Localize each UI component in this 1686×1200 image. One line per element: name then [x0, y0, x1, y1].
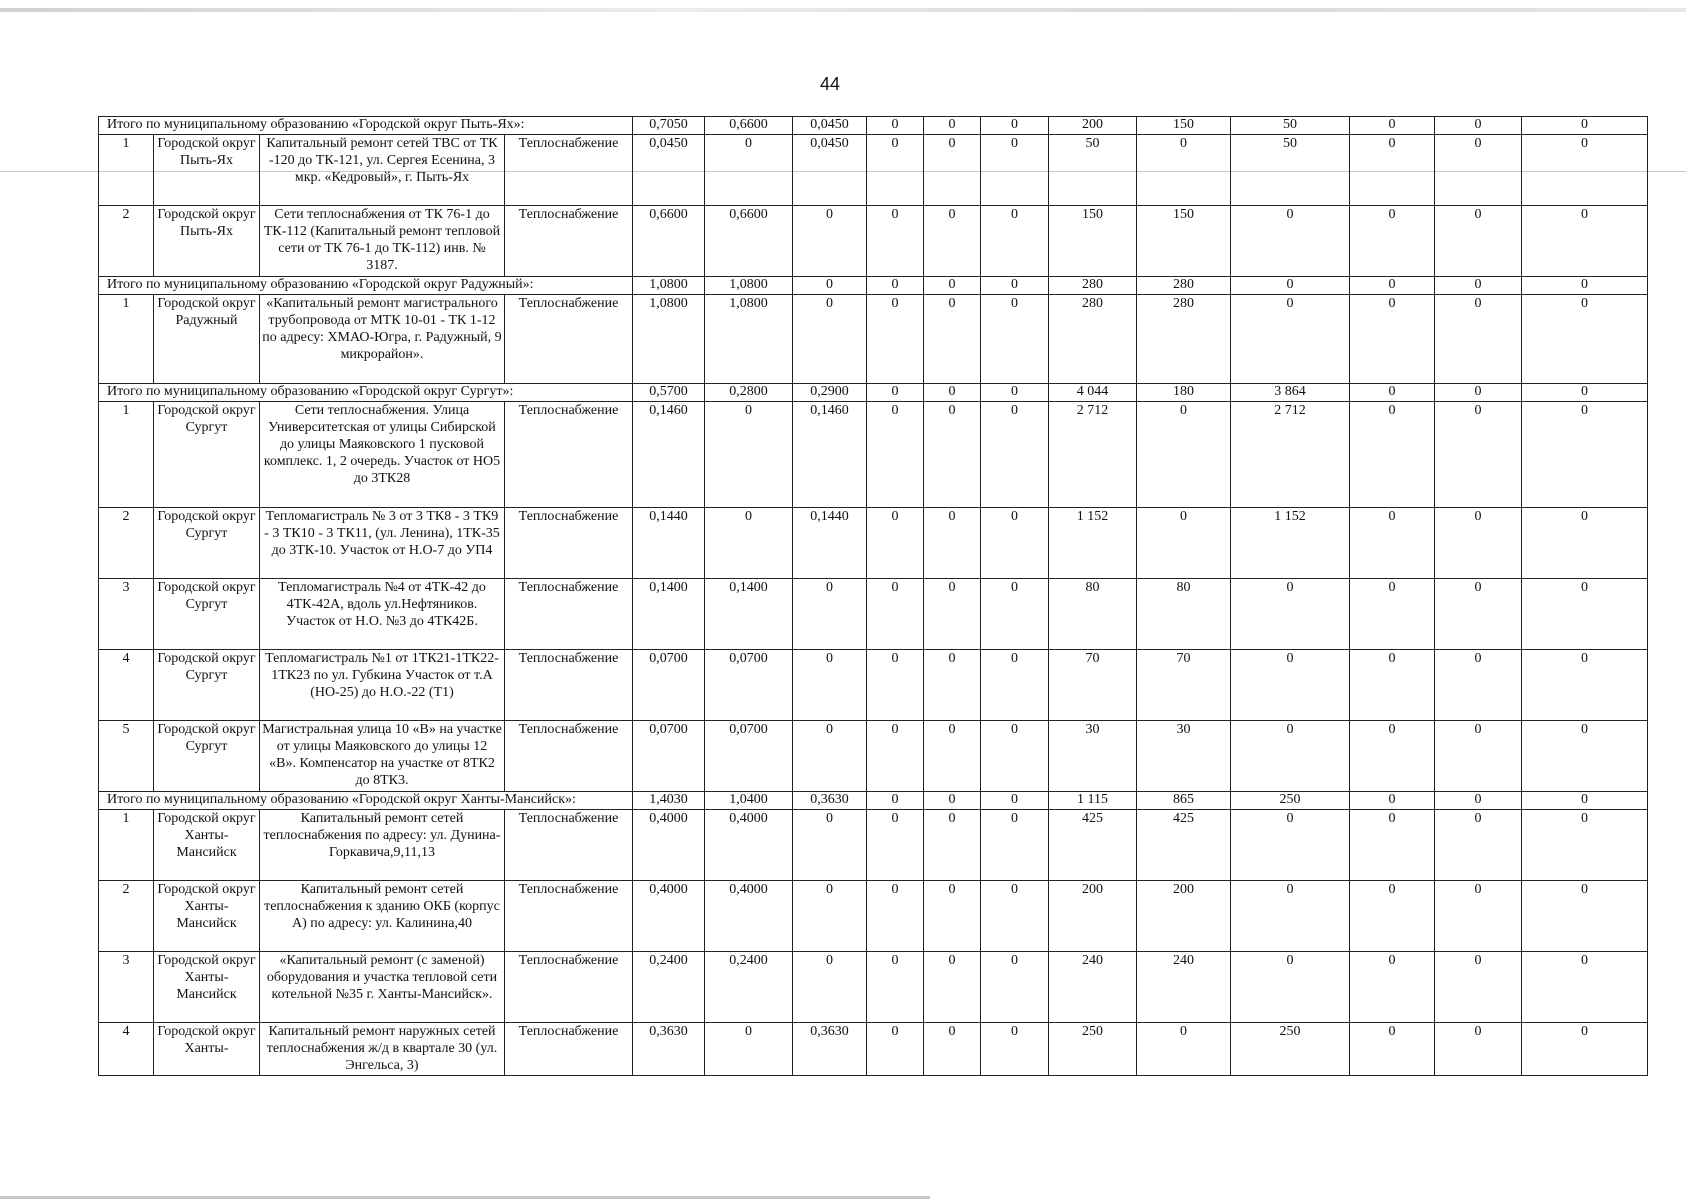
- value-cell: 0: [1522, 384, 1648, 402]
- value-cell: 0: [867, 117, 924, 135]
- value-cell: 0,6600: [705, 206, 793, 277]
- value-cell: 0,2400: [633, 952, 705, 1023]
- value-cell: 0: [924, 117, 981, 135]
- value-cell: 0: [867, 810, 924, 881]
- municipality-cell: Городской округ Ханты-Мансийск: [154, 810, 260, 881]
- project-description: Тепломагистраль №4 от 4ТК-42 до 4ТК-42А, вдоль ул.Нефтяников. Участок от Н.О. №3 до 4ТК42Б.: [260, 579, 505, 650]
- value-cell: 0: [1231, 721, 1350, 792]
- table-row: [99, 135, 1648, 206]
- value-cell: 0,4000: [705, 810, 793, 881]
- row-number: 3: [99, 952, 154, 1023]
- value-cell: 0: [981, 135, 1049, 206]
- value-cell: 0: [981, 402, 1049, 508]
- subtotal-label: Итого по муниципальному образованию «Городской округ Пыть-Ях»:: [99, 117, 633, 135]
- category-cell: Теплоснабжение: [505, 508, 633, 579]
- value-cell: 200: [1049, 881, 1137, 952]
- value-cell: 0: [1435, 402, 1522, 508]
- project-description: Тепломагистраль № 3 от 3 ТК8 - 3 ТК9 - 3 ТК10 - 3 ТК11, (ул. Ленина), 1ТК-35 до 3ТК-10. Участок от Н.О-7 до УП4: [260, 508, 505, 579]
- value-cell: 3 864: [1231, 384, 1350, 402]
- value-cell: 0: [1435, 650, 1522, 721]
- value-cell: 0: [867, 135, 924, 206]
- value-cell: 0: [981, 508, 1049, 579]
- value-cell: 0: [1522, 650, 1648, 721]
- value-cell: 0: [924, 277, 981, 295]
- table-row: [99, 579, 1648, 650]
- table-row: [99, 402, 1648, 508]
- row-number: 2: [99, 508, 154, 579]
- value-cell: 0: [1522, 508, 1648, 579]
- value-cell: 2 712: [1231, 402, 1350, 508]
- value-cell: 0: [867, 508, 924, 579]
- value-cell: 0: [1137, 135, 1231, 206]
- project-description: Сети теплоснабжения. Улица Университетская от улицы Сибирской до улицы Маяковского 1 пусковой комплекс. 1, 2 очередь. Участок от НО5 до 3ТК28: [260, 402, 505, 508]
- municipality-cell: Городской округ Ханты-Мансийск: [154, 881, 260, 952]
- municipality-cell: Городской округ Пыть-Ях: [154, 135, 260, 206]
- value-cell: 0,4000: [633, 810, 705, 881]
- value-cell: 0: [1350, 277, 1435, 295]
- value-cell: 0: [981, 579, 1049, 650]
- value-cell: 80: [1137, 579, 1231, 650]
- value-cell: 0: [1435, 810, 1522, 881]
- value-cell: 0: [867, 952, 924, 1023]
- value-cell: 0: [924, 721, 981, 792]
- value-cell: 0: [705, 1023, 793, 1076]
- value-cell: 150: [1137, 206, 1231, 277]
- value-cell: 0,0700: [633, 721, 705, 792]
- value-cell: 0: [1137, 1023, 1231, 1076]
- value-cell: 70: [1049, 650, 1137, 721]
- value-cell: 0: [924, 1023, 981, 1076]
- project-description: Магистральная улица 10 «В» на участке от улицы Маяковского до улицы 12 «В». Компенсатор на участке от 8ТК2 до 8ТК3.: [260, 721, 505, 792]
- project-description: «Капитальный ремонт (с заменой) оборудования и участка тепловой сети котельной №35 г. Ханты-Мансийск».: [260, 952, 505, 1023]
- value-cell: 30: [1049, 721, 1137, 792]
- table-row: [99, 810, 1648, 881]
- value-cell: 0: [981, 721, 1049, 792]
- value-cell: 0: [924, 810, 981, 881]
- scan-artifact-bottom: [0, 1196, 930, 1199]
- row-number: 3: [99, 579, 154, 650]
- value-cell: 0,1460: [793, 402, 867, 508]
- value-cell: 0,0450: [793, 117, 867, 135]
- value-cell: 0: [867, 384, 924, 402]
- value-cell: 0: [793, 650, 867, 721]
- value-cell: 0: [1350, 135, 1435, 206]
- row-number: 1: [99, 295, 154, 384]
- value-cell: 0,3630: [793, 1023, 867, 1076]
- value-cell: 0: [1350, 792, 1435, 810]
- value-cell: 150: [1049, 206, 1137, 277]
- value-cell: 2 712: [1049, 402, 1137, 508]
- value-cell: 0,1400: [633, 579, 705, 650]
- value-cell: 0: [924, 952, 981, 1023]
- value-cell: 0: [1435, 508, 1522, 579]
- subtotal-row: [99, 117, 1648, 135]
- value-cell: 0: [705, 135, 793, 206]
- value-cell: 0: [793, 277, 867, 295]
- value-cell: 0: [793, 206, 867, 277]
- value-cell: 0: [981, 384, 1049, 402]
- value-cell: 0: [1435, 792, 1522, 810]
- value-cell: 0,1440: [633, 508, 705, 579]
- table-row: [99, 206, 1648, 277]
- value-cell: 0,1440: [793, 508, 867, 579]
- value-cell: 0: [1231, 206, 1350, 277]
- value-cell: 0,3630: [633, 1023, 705, 1076]
- municipality-cell: Городской округ Сургут: [154, 508, 260, 579]
- municipality-cell: Городской округ Сургут: [154, 402, 260, 508]
- value-cell: 0: [867, 295, 924, 384]
- project-description: Капитальный ремонт сетей теплоснабжения по адресу: ул. Дунина-Горкавича,9,11,13: [260, 810, 505, 881]
- value-cell: 0: [1231, 277, 1350, 295]
- value-cell: 0: [705, 508, 793, 579]
- subtotal-label: Итого по муниципальному образованию «Городской округ Ханты-Мансийск»:: [99, 792, 633, 810]
- value-cell: 0: [1435, 1023, 1522, 1076]
- value-cell: 0,1460: [633, 402, 705, 508]
- value-cell: 0: [1435, 384, 1522, 402]
- value-cell: 0: [1350, 384, 1435, 402]
- subtotal-row: [99, 277, 1648, 295]
- value-cell: 0: [1350, 579, 1435, 650]
- value-cell: 0: [981, 952, 1049, 1023]
- value-cell: 0: [1350, 117, 1435, 135]
- value-cell: 0: [793, 952, 867, 1023]
- value-cell: 0: [1231, 881, 1350, 952]
- value-cell: 280: [1049, 295, 1137, 384]
- value-cell: 0,0450: [793, 135, 867, 206]
- value-cell: 0: [867, 277, 924, 295]
- value-cell: 0,2900: [793, 384, 867, 402]
- value-cell: 0: [793, 881, 867, 952]
- subtotal-row: [99, 384, 1648, 402]
- value-cell: 0: [981, 650, 1049, 721]
- value-cell: 50: [1049, 135, 1137, 206]
- value-cell: 0: [1522, 952, 1648, 1023]
- category-cell: Теплоснабжение: [505, 952, 633, 1023]
- value-cell: 0,4000: [633, 881, 705, 952]
- municipality-cell: Городской округ Ханты-: [154, 1023, 260, 1076]
- value-cell: 0: [867, 579, 924, 650]
- value-cell: 30: [1137, 721, 1231, 792]
- municipality-cell: Городской округ Сургут: [154, 650, 260, 721]
- value-cell: 0: [981, 810, 1049, 881]
- value-cell: 1,0800: [633, 295, 705, 384]
- value-cell: 1 152: [1049, 508, 1137, 579]
- value-cell: 250: [1231, 1023, 1350, 1076]
- value-cell: 50: [1231, 135, 1350, 206]
- value-cell: 0: [1350, 721, 1435, 792]
- value-cell: 0,2400: [705, 952, 793, 1023]
- row-number: 4: [99, 650, 154, 721]
- value-cell: 0: [1522, 402, 1648, 508]
- value-cell: 0: [924, 579, 981, 650]
- value-cell: 150: [1137, 117, 1231, 135]
- category-cell: Теплоснабжение: [505, 810, 633, 881]
- value-cell: 1 152: [1231, 508, 1350, 579]
- value-cell: 0: [1522, 792, 1648, 810]
- municipality-cell: Городской округ Сургут: [154, 579, 260, 650]
- scan-artifact-top: [0, 8, 1686, 12]
- value-cell: 0: [1522, 277, 1648, 295]
- value-cell: 0: [1350, 650, 1435, 721]
- value-cell: 0: [1137, 402, 1231, 508]
- value-cell: 0: [924, 881, 981, 952]
- value-cell: 280: [1137, 277, 1231, 295]
- value-cell: 200: [1137, 881, 1231, 952]
- category-cell: Теплоснабжение: [505, 402, 633, 508]
- value-cell: 0: [1231, 579, 1350, 650]
- value-cell: 0: [924, 650, 981, 721]
- value-cell: 0: [867, 881, 924, 952]
- value-cell: 0: [981, 881, 1049, 952]
- value-cell: 280: [1137, 295, 1231, 384]
- table-row: [99, 881, 1648, 952]
- value-cell: 0,7050: [633, 117, 705, 135]
- value-cell: 0: [1522, 295, 1648, 384]
- value-cell: 0: [1350, 508, 1435, 579]
- project-description: «Капитальный ремонт магистрального трубопровода от МТК 10-01 - ТК 1-12 по адресу: ХМАО-Югра, г. Радужный, 9 микрорайон».: [260, 295, 505, 384]
- value-cell: 0: [924, 384, 981, 402]
- value-cell: 0: [1435, 952, 1522, 1023]
- category-cell: Теплоснабжение: [505, 721, 633, 792]
- value-cell: 0: [793, 721, 867, 792]
- category-cell: Теплоснабжение: [505, 1023, 633, 1076]
- row-number: 1: [99, 402, 154, 508]
- value-cell: 0: [924, 135, 981, 206]
- category-cell: Теплоснабжение: [505, 295, 633, 384]
- value-cell: 0: [1435, 579, 1522, 650]
- value-cell: 0: [793, 295, 867, 384]
- value-cell: 0: [1435, 881, 1522, 952]
- value-cell: 0: [867, 1023, 924, 1076]
- value-cell: 180: [1137, 384, 1231, 402]
- value-cell: 1,0400: [705, 792, 793, 810]
- project-description: Капитальный ремонт сетей ТВС от ТК -120 до ТК-121, ул. Сергея Есенина, 3 мкр. «Кедровый», г. Пыть-Ях: [260, 135, 505, 206]
- table-row: [99, 1023, 1648, 1076]
- value-cell: 0: [1137, 508, 1231, 579]
- project-description: Тепломагистраль №1 от 1ТК21-1ТК22-1ТК23 по ул. Губкина Участок от т.А (НО-25) до Н.О.-22 (Т1): [260, 650, 505, 721]
- value-cell: 0,0700: [705, 721, 793, 792]
- project-description: Сети теплоснабжения от ТК 76-1 до ТК-112 (Капитальный ремонт тепловой сети от ТК 76-1 до ТК-112) инв. № 3187.: [260, 206, 505, 277]
- value-cell: 0: [793, 810, 867, 881]
- table-row: [99, 650, 1648, 721]
- table-body: [99, 117, 1648, 1076]
- value-cell: 0,6600: [633, 206, 705, 277]
- value-cell: 0: [867, 721, 924, 792]
- value-cell: 0,6600: [705, 117, 793, 135]
- value-cell: 0: [1350, 402, 1435, 508]
- category-cell: Теплоснабжение: [505, 881, 633, 952]
- value-cell: 0: [981, 277, 1049, 295]
- value-cell: 0: [924, 295, 981, 384]
- value-cell: 1,0800: [633, 277, 705, 295]
- value-cell: 0: [924, 402, 981, 508]
- value-cell: 50: [1231, 117, 1350, 135]
- value-cell: 0: [1350, 1023, 1435, 1076]
- value-cell: 0: [1350, 952, 1435, 1023]
- value-cell: 1,0800: [705, 277, 793, 295]
- value-cell: 240: [1049, 952, 1137, 1023]
- row-number: 4: [99, 1023, 154, 1076]
- value-cell: 0: [1350, 881, 1435, 952]
- value-cell: 0,5700: [633, 384, 705, 402]
- value-cell: 240: [1137, 952, 1231, 1023]
- table-row: [99, 721, 1648, 792]
- project-description: Капитальный ремонт наружных сетей теплоснабжения ж/д в квартале 30 (ул. Энгельса, 3): [260, 1023, 505, 1076]
- category-cell: Теплоснабжение: [505, 650, 633, 721]
- municipality-cell: Городской округ Сургут: [154, 721, 260, 792]
- row-number: 2: [99, 206, 154, 277]
- value-cell: 0,2800: [705, 384, 793, 402]
- value-cell: 0: [981, 206, 1049, 277]
- value-cell: 0: [1522, 206, 1648, 277]
- value-cell: 0: [1435, 117, 1522, 135]
- municipality-cell: Городской округ Ханты-Мансийск: [154, 952, 260, 1023]
- value-cell: 0: [1350, 206, 1435, 277]
- municipality-cell: Городской округ Пыть-Ях: [154, 206, 260, 277]
- value-cell: 0: [924, 206, 981, 277]
- subtotal-label: Итого по муниципальному образованию «Городской округ Сургут»:: [99, 384, 633, 402]
- value-cell: 0: [867, 792, 924, 810]
- value-cell: 0: [1435, 721, 1522, 792]
- value-cell: 0,0700: [633, 650, 705, 721]
- value-cell: 425: [1049, 810, 1137, 881]
- value-cell: 0: [793, 579, 867, 650]
- value-cell: 1 115: [1049, 792, 1137, 810]
- row-number: 2: [99, 881, 154, 952]
- value-cell: 0: [924, 508, 981, 579]
- subtotal-label: Итого по муниципальному образованию «Городской округ Радужный»:: [99, 277, 633, 295]
- category-cell: Теплоснабжение: [505, 579, 633, 650]
- value-cell: 1,0800: [705, 295, 793, 384]
- row-number: 1: [99, 135, 154, 206]
- value-cell: 0: [1350, 295, 1435, 384]
- row-number: 5: [99, 721, 154, 792]
- value-cell: 0,0450: [633, 135, 705, 206]
- value-cell: 0: [1522, 1023, 1648, 1076]
- value-cell: 0: [1231, 810, 1350, 881]
- value-cell: 0: [1435, 135, 1522, 206]
- value-cell: 0: [1435, 277, 1522, 295]
- value-cell: 0: [1522, 810, 1648, 881]
- value-cell: 0: [981, 792, 1049, 810]
- value-cell: 4 044: [1049, 384, 1137, 402]
- value-cell: 0: [1522, 579, 1648, 650]
- value-cell: 70: [1137, 650, 1231, 721]
- value-cell: 80: [1049, 579, 1137, 650]
- table-row: [99, 508, 1648, 579]
- category-cell: Теплоснабжение: [505, 206, 633, 277]
- value-cell: 0: [1435, 206, 1522, 277]
- category-cell: Теплоснабжение: [505, 135, 633, 206]
- value-cell: 1,4030: [633, 792, 705, 810]
- value-cell: 0: [705, 402, 793, 508]
- value-cell: 0: [981, 1023, 1049, 1076]
- value-cell: 0: [1231, 952, 1350, 1023]
- value-cell: 0: [1231, 650, 1350, 721]
- value-cell: 0: [867, 206, 924, 277]
- subtotal-row: [99, 792, 1648, 810]
- value-cell: 0: [981, 295, 1049, 384]
- value-cell: 0: [867, 650, 924, 721]
- value-cell: 0: [1522, 721, 1648, 792]
- project-description: Капитальный ремонт сетей теплоснабжения к зданию ОКБ (корпус А) по адресу: ул. Калинина,40: [260, 881, 505, 952]
- value-cell: 0: [981, 117, 1049, 135]
- value-cell: 0,4000: [705, 881, 793, 952]
- value-cell: 425: [1137, 810, 1231, 881]
- value-cell: 200: [1049, 117, 1137, 135]
- value-cell: 0,3630: [793, 792, 867, 810]
- value-cell: 0: [1522, 881, 1648, 952]
- value-cell: 0: [1350, 810, 1435, 881]
- table-row: [99, 952, 1648, 1023]
- value-cell: 0: [1231, 295, 1350, 384]
- page-number: 44: [819, 74, 841, 94]
- value-cell: 0,0700: [705, 650, 793, 721]
- value-cell: 250: [1049, 1023, 1137, 1076]
- row-number: 1: [99, 810, 154, 881]
- value-cell: 0: [867, 402, 924, 508]
- value-cell: 0: [1435, 295, 1522, 384]
- value-cell: 0: [1522, 117, 1648, 135]
- value-cell: 865: [1137, 792, 1231, 810]
- municipality-cell: Городской округ Радужный: [154, 295, 260, 384]
- table-row: [99, 295, 1648, 384]
- program-table: [98, 116, 1648, 1076]
- value-cell: 280: [1049, 277, 1137, 295]
- value-cell: 0,1400: [705, 579, 793, 650]
- value-cell: 0: [1522, 135, 1648, 206]
- value-cell: 250: [1231, 792, 1350, 810]
- value-cell: 0: [924, 792, 981, 810]
